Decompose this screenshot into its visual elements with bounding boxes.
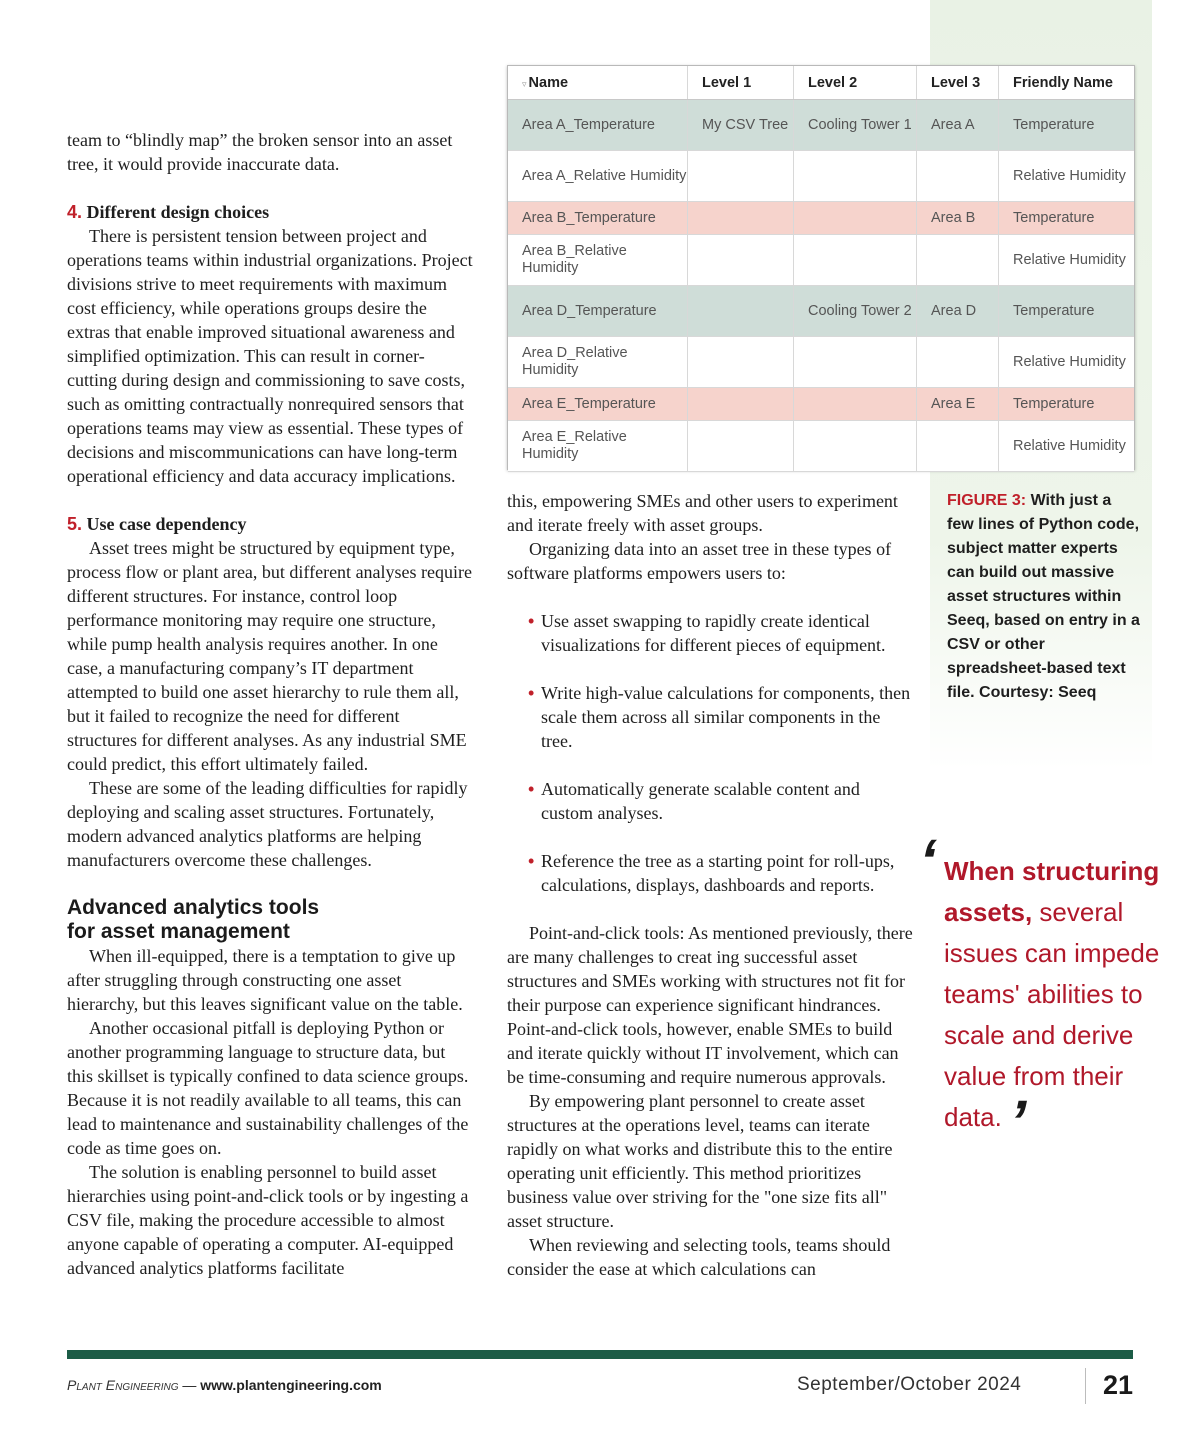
header-level-3: Level 3 bbox=[917, 66, 999, 100]
section-title-line-1: Advanced analytics tools bbox=[67, 896, 320, 919]
cell-name: Area B_Temperature bbox=[508, 202, 688, 235]
table-row bbox=[508, 235, 1134, 286]
list-item: • Use asset swapping to rapidly create identical visualizations for different pieces of equipment. bbox=[528, 611, 886, 655]
cell-l2 bbox=[794, 202, 917, 235]
bullet-icon: • bbox=[528, 851, 535, 871]
column-1 bbox=[67, 128, 473, 1280]
cell-l2 bbox=[794, 421, 917, 472]
bullet-icon: • bbox=[528, 779, 535, 799]
cell-name: Area A_Relative Humidity bbox=[508, 151, 688, 202]
cell-friendly: Temperature bbox=[999, 286, 1135, 337]
header-level-1: Level 1 bbox=[688, 66, 794, 100]
cell-l3: Area A bbox=[917, 100, 999, 151]
cell-l2 bbox=[794, 151, 917, 202]
header-friendly-name: Friendly Name bbox=[999, 66, 1135, 100]
cell-l3 bbox=[917, 421, 999, 472]
cell-friendly: Temperature bbox=[999, 100, 1135, 151]
table-row bbox=[508, 388, 1134, 421]
header-name: ▿ Name bbox=[508, 66, 688, 100]
footer-rule bbox=[67, 1350, 1133, 1359]
analytics-paragraph-1: When ill-equipped, there is a temptation to give up after struggling through constructing one asset hierarchy, but this leaves significant value on the table. bbox=[67, 946, 463, 1014]
table-row bbox=[508, 286, 1134, 337]
cell-name: Area E_Relative Humidity bbox=[508, 421, 688, 472]
col2-paragraph-1: this, empowering SMEs and other users to experiment and iterate freely with asset groups. bbox=[507, 491, 898, 535]
table-row bbox=[508, 421, 1134, 472]
cell-l1 bbox=[688, 235, 794, 286]
section-4-body: There is persistent tension between project and operations teams within industrial organizations. Project divisions strive to meet requirements with maximum cost efficiency, while operations groups desire the extras that enable improved situational awareness and simplified optimization. This can result in corner-cutting during design and commissioning to save costs, such as omitting contractually nonrequired sensors that operations teams may view as essential. These types of decisions and miscommunications can have long-term operational efficiency and data accuracy implications. bbox=[67, 226, 473, 486]
list-item: • Reference the tree as a starting point for roll-ups, calculations, displays, dashboards and reports. bbox=[528, 851, 895, 895]
cell-name: Area D_Temperature bbox=[508, 286, 688, 337]
cell-l3 bbox=[917, 337, 999, 388]
table-row bbox=[508, 100, 1134, 151]
section-5-heading: 5. Use case dependency bbox=[67, 514, 247, 534]
cell-friendly: Relative Humidity bbox=[999, 421, 1135, 472]
list-item: • Automatically generate scalable content and custom analyses. bbox=[528, 779, 860, 823]
list-item: • Write high-value calculations for components, then scale them across all similar components in the tree. bbox=[528, 683, 911, 751]
issue-date: September/October 2024 bbox=[797, 1374, 1022, 1395]
section-5-body-1: Asset trees might be structured by equipment type, process flow or plant area, but different analyses require different structures. For instance, control loop performance monitoring may require one structure, while pump health analysis requires another. In one case, a manufacturing company’s IT department attempted to build one asset hierarchy to rule them all, but it failed to recognize the need for different structures for different analyses. As any industrial SME could predict, this effort ultimately failed. bbox=[67, 538, 473, 774]
col2-paragraph-2: Organizing data into an asset tree in these types of software platforms empowers users to: bbox=[507, 539, 892, 583]
cell-l3 bbox=[917, 151, 999, 202]
pull-quote-text: several issues can impede teams' abilities to scale and derive value from their data. bbox=[944, 897, 1160, 1132]
cell-l2: Cooling Tower 2 bbox=[794, 286, 917, 337]
cell-name: Area D_Relative Humidity bbox=[508, 337, 688, 388]
cell-l1: My CSV Tree bbox=[688, 100, 794, 151]
figure-caption-text: With just a few lines of Python code, subject matter experts can build out massive asset structures within Seeq, based on entry in a CSV or other spreadsheet-based text file. Courtesy: Seeq bbox=[947, 492, 1140, 701]
figure-label: FIGURE 3: bbox=[947, 492, 1027, 509]
page-number: 21 bbox=[1103, 1370, 1134, 1400]
cell-l2 bbox=[794, 235, 917, 286]
cell-l2 bbox=[794, 388, 917, 421]
col2-paragraph-4: By empowering plant personnel to create asset structures at the operations level, teams can iterate rapidly on what works and distribute this to the entire operating unit efficiently. This method prioritizes business value over striving for the "one size fits all" asset structure. bbox=[507, 1091, 893, 1231]
cell-friendly: Relative Humidity bbox=[999, 151, 1135, 202]
cell-l3 bbox=[917, 235, 999, 286]
col2-paragraph-5: When reviewing and selecting tools, teams should consider the ease at which calculations can bbox=[507, 1235, 891, 1279]
bullet-icon: • bbox=[528, 683, 535, 703]
cell-l1 bbox=[688, 286, 794, 337]
header-level-2: Level 2 bbox=[794, 66, 917, 100]
publication-name: Plant Engineering bbox=[67, 1377, 179, 1393]
cell-l1 bbox=[688, 337, 794, 388]
cell-friendly: Temperature bbox=[999, 202, 1135, 235]
cell-friendly: Relative Humidity bbox=[999, 337, 1135, 388]
cell-l2 bbox=[794, 337, 917, 388]
table-row bbox=[508, 337, 1134, 388]
cell-l3: Area E bbox=[917, 388, 999, 421]
table-row bbox=[508, 202, 1134, 235]
footer-publication bbox=[67, 1377, 382, 1393]
cell-l1 bbox=[688, 151, 794, 202]
analytics-paragraph-2: Another occasional pitfall is deploying Python or another programming language to structure data, but this skillset is typically confined to data science groups. Because it is not readily available to all teams, this can lead to maintenance and sustainability challenges of the code as time goes on. bbox=[67, 1018, 469, 1158]
bullet-icon: • bbox=[528, 611, 535, 631]
benefits-list bbox=[507, 609, 915, 897]
footer-divider bbox=[1085, 1368, 1086, 1404]
cell-name: Area B_Relative Humidity bbox=[508, 235, 688, 286]
section-5-body-2: These are some of the leading difficulties for rapidly deploying and scaling asset structures. Fortunately, modern advanced analytics platforms are helping manufacturers overcome these challenges. bbox=[67, 778, 468, 870]
asset-tree-table bbox=[507, 65, 1135, 470]
publication-url[interactable]: www.plantengineering.com bbox=[200, 1377, 382, 1393]
open-quote-icon: ‘ bbox=[912, 827, 944, 894]
cell-l1 bbox=[688, 388, 794, 421]
section-4-heading: 4. Different design choices bbox=[67, 202, 270, 222]
section-title-line-2: for asset management bbox=[67, 920, 290, 943]
cell-friendly: Relative Humidity bbox=[999, 235, 1135, 286]
figure-caption bbox=[947, 489, 1142, 705]
pull-quote-emphasis: When structuring assets, bbox=[944, 856, 1160, 927]
cell-l1 bbox=[688, 421, 794, 472]
sort-icon: ▿ bbox=[522, 78, 527, 89]
cell-l3: Area B bbox=[917, 202, 999, 235]
cell-name: Area A_Temperature bbox=[508, 100, 688, 151]
analytics-paragraph-3: The solution is enabling personnel to build asset hierarchies using point-and-click tools or by ingesting a CSV file, making the procedure accessible to almost anyone capable of operating a computer. AI-equipped advanced analytics platforms facilitate bbox=[67, 1162, 469, 1278]
col2-paragraph-3: Point-and-click tools: As mentioned previously, there are many challenges to creat ing successful asset structures and SMEs working with structures not fit for their purpose can experience significant hindrances. Point-and-click tools, however, enable SMEs to build and iterate quickly without IT involvement, which can be time-consuming and require numerous approvals. bbox=[507, 923, 913, 1087]
cell-l1 bbox=[688, 202, 794, 235]
column-2 bbox=[507, 489, 915, 1281]
cell-friendly: Temperature bbox=[999, 388, 1135, 421]
close-quote-icon: ’ bbox=[1002, 1088, 1034, 1155]
table-header-row bbox=[508, 66, 1134, 100]
table-row bbox=[508, 151, 1134, 202]
footer-dash: — bbox=[182, 1377, 197, 1393]
cell-name: Area E_Temperature bbox=[508, 388, 688, 421]
intro-paragraph: team to “blindly map” the broken sensor into an asset tree, it would provide inaccurate data. bbox=[67, 130, 453, 174]
pull-quote bbox=[944, 851, 1169, 1138]
cell-l2: Cooling Tower 1 bbox=[794, 100, 917, 151]
cell-l3: Area D bbox=[917, 286, 999, 337]
